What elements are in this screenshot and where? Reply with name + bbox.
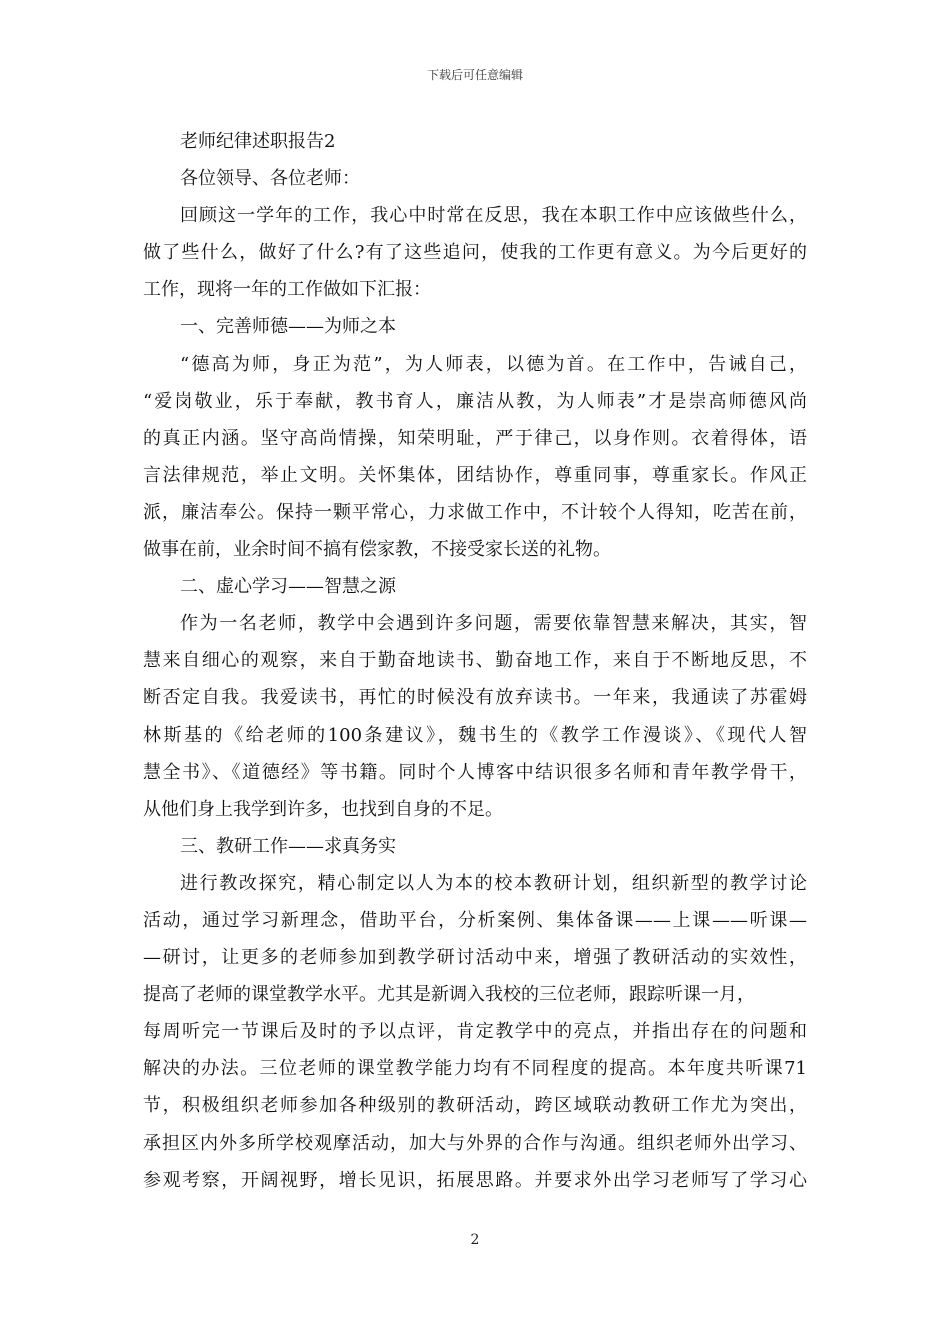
paragraph-line: 林斯基的《给老师的100条建议》，魏书生的《教学工作漫谈》、《现代人智: [143, 724, 807, 746]
section-3-paragraph: [143, 865, 807, 1199]
paragraph-line: 回顾这一学年的工作，我心中时常在反思，我在本职工作中应该做些什么，: [180, 205, 807, 227]
paragraph-line: “德高为师，身正为范”，为人师表，以德为首。在工作中，告诫自己，: [180, 353, 807, 375]
paragraph-line: 慧全书》、《道德经》等书籍。同时个人博客中结识很多名师和青年教学骨干，: [143, 761, 807, 783]
section-heading-2: 二、虚心学习——智慧之源: [180, 576, 396, 598]
paragraph-line: 做事在前，业余时间不搞有偿家教，不接受家长送的礼物。: [143, 539, 611, 561]
paragraph-line: 做了些什么，做好了什么?有了这些追问，使我的工作更有意义。为今后更好的: [143, 242, 807, 264]
paragraph-line: 活动，通过学习新理念，借助平台，分析案例、集体备课——上课——听课—: [143, 909, 807, 931]
paragraph-line: —研讨，让更多的老师参加到教学研讨活动中来，增强了教研活动的实效性，: [143, 947, 807, 969]
salutation: 各位领导、各位老师：: [180, 168, 360, 190]
document-body: [143, 123, 807, 1199]
page-header: 下载后可任意编辑: [426, 68, 523, 82]
paragraph-line: 断否定自我。我爱读书，再忙的时候没有放弃读书。一年来，我通读了苏霍姆: [143, 687, 807, 709]
document-title: 老师纪律述职报告2: [180, 131, 336, 152]
paragraph-line: 工作，现将一年的工作做如下汇报：: [143, 279, 431, 301]
section-1-paragraph: [143, 346, 807, 569]
paragraph-line: 参观考察，开阔视野，增长见识，拓展思路。并要求外出学习老师写了学习心: [143, 1169, 807, 1191]
paragraph-line: 提高了老师的课堂教学水平。尤其是新调入我校的三位老师，跟踪听课一月，: [143, 984, 755, 1006]
section-2-paragraph: [143, 605, 807, 828]
paragraph-line: 慧来自细心的观察，来自于勤奋地读书、勤奋地工作，来自于不断地反思，不: [143, 650, 807, 672]
paragraph-line: 从他们身上我学到许多，也找到自身的不足。: [143, 798, 503, 820]
paragraph-line: 承担区内外多所学校观摩活动，加大与外界的合作与沟通。组织老师外出学习、: [143, 1132, 807, 1154]
paragraph-line: 的真正内涵。坚守高尚情操，知荣明耻，严于律己，以身作则。衣着得体，语: [143, 427, 807, 449]
paragraph-line: 言法律规范，举止文明。关怀集体，团结协作，尊重同事，尊重家长。作风正: [143, 464, 807, 486]
page-number: 2: [470, 1232, 480, 1248]
paragraph-line: “爱岗敬业，乐于奉献，教书育人，廉洁从教，为人师表”才是崇高师德风尚: [143, 390, 807, 412]
section-heading-1: 一、完善师德——为师之本: [180, 316, 396, 338]
section-heading-3: 三、教研工作——求真务实: [180, 835, 396, 857]
paragraph-line: 派，廉洁奉公。保持一颗平常心，力求做工作中，不计较个人得知，吃苦在前，: [143, 501, 807, 523]
paragraph-line: 解决的办法。三位老师的课堂教学能力均有不同程度的提高。本年度共听课71: [143, 1058, 807, 1080]
paragraph-line: 节，积极组织老师参加各种级别的教研活动，跨区域联动教研工作尤为突出，: [143, 1095, 807, 1117]
intro-paragraph: [143, 197, 807, 308]
paragraph-line: 作为一名老师，教学中会遇到许多问题，需要依靠智慧来解决，其实，智: [180, 613, 807, 635]
paragraph-line: 每周听完一节课后及时的予以点评，肯定教学中的亮点，并指出存在的问题和: [143, 1021, 807, 1043]
paragraph-line: 进行教改探究，精心制定以人为本的校本教研计划，组织新型的教学讨论: [180, 872, 807, 894]
